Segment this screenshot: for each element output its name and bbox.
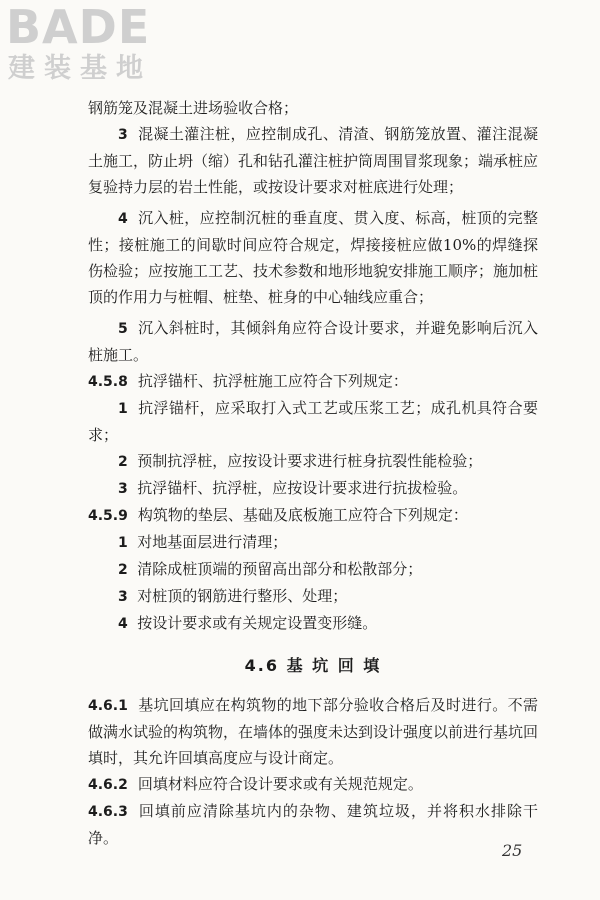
section-heading: 4.6 基 坑 回 填 xyxy=(244,656,382,675)
section-clause xyxy=(88,502,538,529)
item-text: 抗浮锚杆，应采取打入式工艺或压浆工艺；成孔机具符合要求； xyxy=(88,399,538,444)
item-number: 2 xyxy=(118,562,128,578)
item-text: 沉入桩，应控制沉桩的垂直度、贯入度、标高，桩顶的完整性；接桩施工的间歇时间应符合规定，焊接接桩应做10%的焊缝探伤检验；应按施工工艺、技术参数和地形地貌安排施工顺序；施加桩顶的作用力与桩帽、桩垫、桩身的中心轴线应重合； xyxy=(88,209,539,306)
section-clause xyxy=(88,692,538,771)
list-item xyxy=(88,448,538,475)
continuation-line: 钢筋笼及混凝土进场验收合格； xyxy=(88,99,299,117)
list-item xyxy=(88,475,538,502)
section-clause xyxy=(88,798,538,851)
section-number: 4.6.2 xyxy=(88,777,128,793)
list-item xyxy=(88,610,538,637)
item-number: 3 xyxy=(118,481,128,497)
section-text: 抗浮锚杆、抗浮桩施工应符合下列规定： xyxy=(137,372,408,390)
item-number: 2 xyxy=(118,454,128,470)
list-item xyxy=(88,121,538,200)
watermark-logo xyxy=(6,0,176,86)
list-item xyxy=(88,395,538,448)
item-text: 按设计要求或有关规定设置变形缝。 xyxy=(137,614,378,632)
item-number: 3 xyxy=(118,127,128,143)
section-text: 回填前应清除基坑内的杂物、建筑垃圾，并将积水排除干净。 xyxy=(88,802,538,847)
list-item xyxy=(88,315,538,368)
item-number: 5 xyxy=(118,321,128,337)
logo-subtitle: 建装基地 xyxy=(8,53,152,84)
item-number: 1 xyxy=(118,401,128,417)
section-number: 4.6.3 xyxy=(88,804,128,820)
section-number: 4.6.1 xyxy=(88,698,128,714)
list-item xyxy=(88,205,538,310)
page-number: 25 xyxy=(502,841,523,860)
item-number: 4 xyxy=(118,211,128,227)
item-text: 混凝土灌注桩，应控制成孔、清渣、钢筋笼放置、灌注混凝土施工，防止坍（缩）孔和钻孔灌注桩护筒周围冒浆现象；端承桩应复验持力层的岩土性能，或按设计要求对桩底进行处理； xyxy=(88,125,539,196)
item-text: 清除成桩顶端的预留高出部分和松散部分； xyxy=(137,560,423,578)
item-text: 抗浮锚杆、抗浮桩，应按设计要求进行抗拔检验。 xyxy=(137,479,468,497)
item-text: 沉入斜桩时，其倾斜角应符合设计要求，并避免影响后沉入桩施工。 xyxy=(88,319,538,364)
section-number: 4.5.9 xyxy=(88,508,128,524)
list-item xyxy=(88,529,538,556)
item-number: 1 xyxy=(118,535,128,551)
list-item xyxy=(88,583,538,610)
item-text: 对地基面层进行清理； xyxy=(137,533,288,551)
section-text: 基坑回填应在构筑物的地下部分验收合格后及时进行。不需做满水试验的构筑物，在墙体的强度未达到设计强度以前进行基坑回填时，其允许回填高度应与设计商定。 xyxy=(88,696,539,767)
section-clause xyxy=(88,771,538,798)
section-text: 回填材料应符合设计要求或有关规范规定。 xyxy=(137,775,423,793)
section-number: 4.5.8 xyxy=(88,374,128,390)
item-number: 4 xyxy=(118,616,128,632)
page-content xyxy=(88,95,538,851)
list-item xyxy=(88,556,538,583)
item-number: 3 xyxy=(118,589,128,605)
item-text: 预制抗浮桩，应按设计要求进行桩身抗裂性能检验； xyxy=(137,452,483,470)
section-text: 构筑物的垫层、基础及底板施工应符合下列规定： xyxy=(137,506,468,524)
section-clause xyxy=(88,368,538,395)
logo-brand: BADE xyxy=(6,0,151,54)
item-text: 对桩顶的钢筋进行整形、处理； xyxy=(137,587,348,605)
